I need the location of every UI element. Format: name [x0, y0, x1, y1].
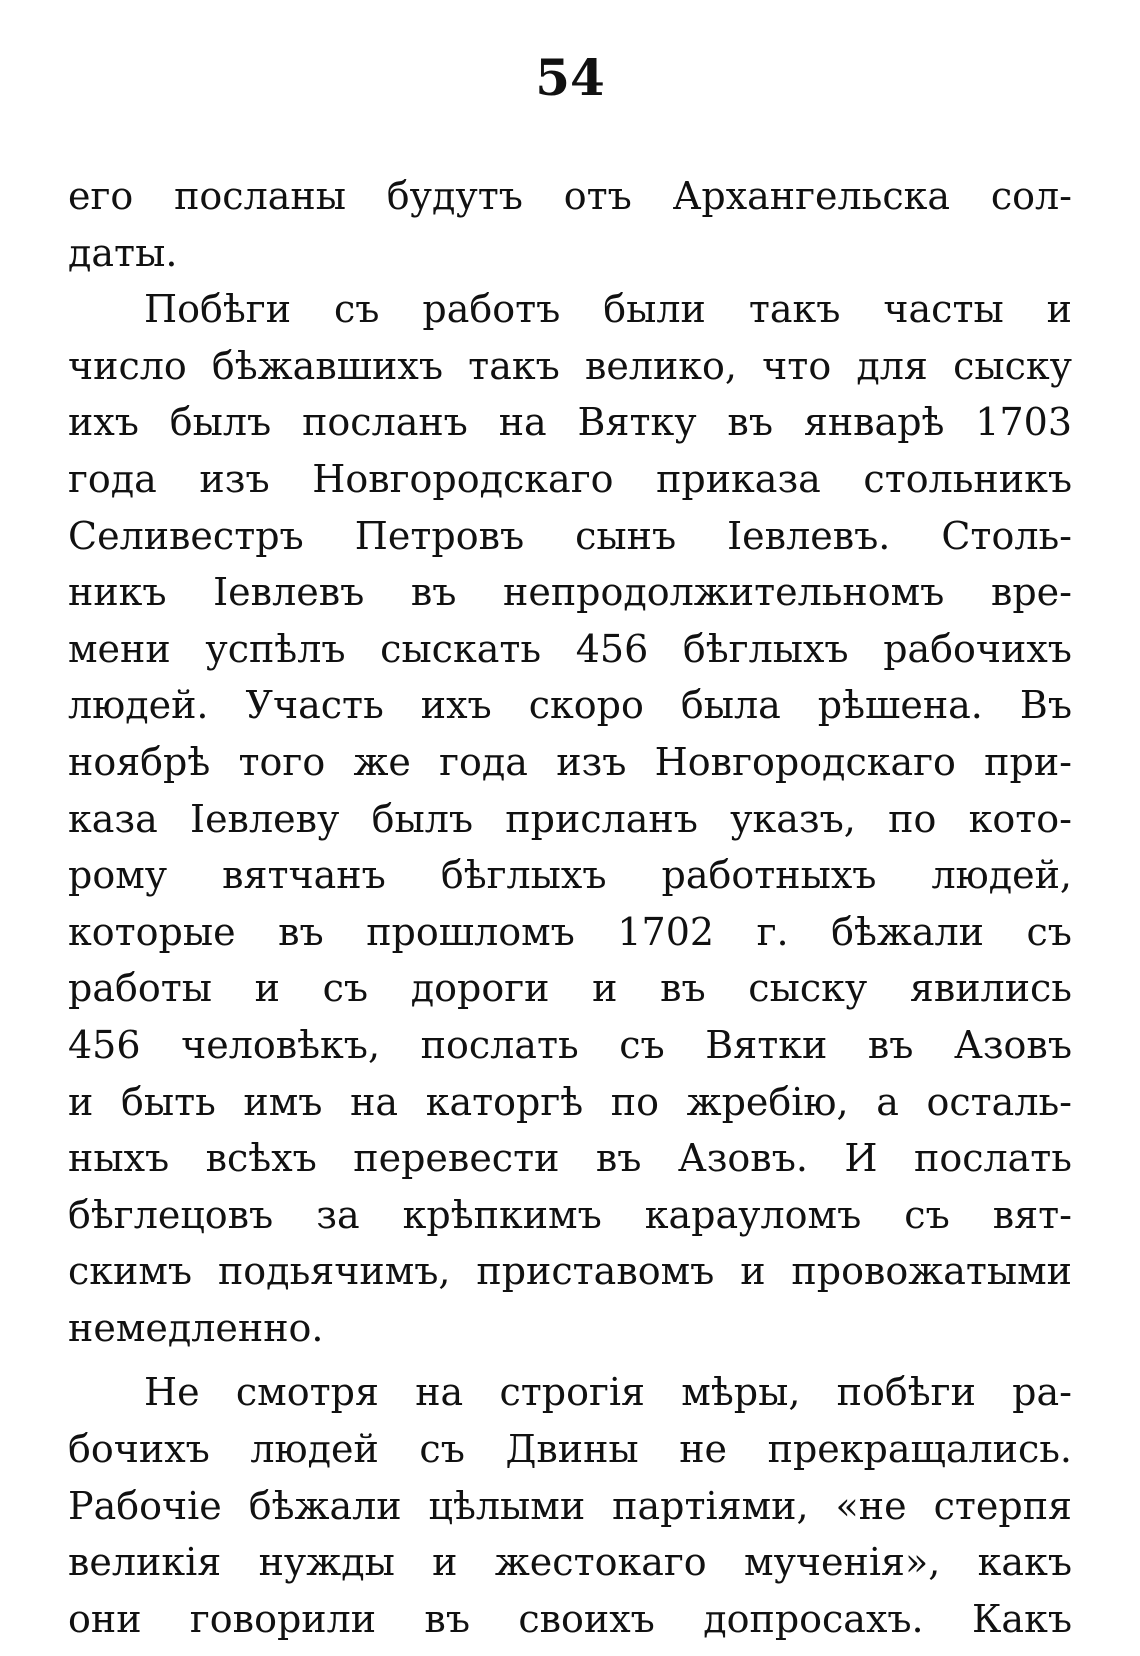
text-line: и быть имъ на каторгѣ по жребію, а осталь-	[68, 1079, 1072, 1124]
text-line: ныхъ всѣхъ перевести въ Азовъ. И послать	[68, 1136, 1072, 1181]
text-line: людей. Участь ихъ скоро была рѣшена. Въ	[68, 683, 1072, 728]
text-line: никъ Іевлевъ въ непродолжительномъ вре-	[68, 570, 1072, 615]
text-line: мени успѣлъ сыскать 456 бѣглыхъ рабочихъ	[68, 626, 1072, 671]
text-line: число бѣжавшихъ такъ велико, что для сыску	[68, 343, 1072, 388]
text-line: Побѣги съ работъ были такъ часты и	[144, 287, 1072, 332]
text-line: которые въ прошломъ 1702 г. бѣжали съ	[68, 909, 1072, 954]
text-line: рому вятчанъ бѣглыхъ работныхъ людей,	[68, 853, 1072, 898]
paragraph-2	[68, 281, 1072, 1356]
text-line: немедленно.	[68, 1305, 324, 1350]
paragraph-1	[68, 168, 1072, 281]
text-line: великія нужды и жестокаго мученія», какъ	[68, 1540, 1072, 1585]
text-line: ноябрѣ того же года изъ Новгородскаго при-	[68, 739, 1072, 784]
text-line: его посланы будутъ отъ Архангельска сол-	[68, 174, 1072, 218]
text-line: бѣглецовъ за крѣпкимъ карауломъ съ вят-	[68, 1192, 1072, 1237]
text-line: даты.	[68, 230, 178, 275]
body-text	[68, 168, 1072, 1647]
text-line: ихъ былъ посланъ на Вятку въ январѣ 1703	[68, 400, 1072, 445]
text-line: бочихъ людей съ Двины не прекращались.	[68, 1427, 1072, 1472]
text-line: Не смотря на строгія мѣры, побѣги ра-	[144, 1370, 1072, 1415]
text-line: каза Іевлеву былъ присланъ указъ, по кото-	[68, 796, 1072, 841]
text-line: Рабочіе бѣжали цѣлыми партіями, «не стерпя	[68, 1483, 1072, 1528]
text-line: 456 человѣкъ, послать съ Вятки въ Азовъ	[68, 1022, 1072, 1067]
paragraph-gap	[68, 1356, 1072, 1364]
paragraph-3	[68, 1364, 1072, 1647]
text-line: Селивестръ Петровъ сынъ Іевлевъ. Столь-	[68, 513, 1072, 558]
text-line: они говорили въ своихъ допросахъ. Какъ	[68, 1596, 1072, 1641]
text-line: работы и съ дороги и въ сыску явились	[68, 966, 1072, 1011]
text-line: года изъ Новгородскаго приказа стольникъ	[68, 456, 1072, 501]
page-number: 54	[535, 48, 605, 107]
text-line: скимъ подьячимъ, приставомъ и провожатыми	[68, 1249, 1072, 1294]
